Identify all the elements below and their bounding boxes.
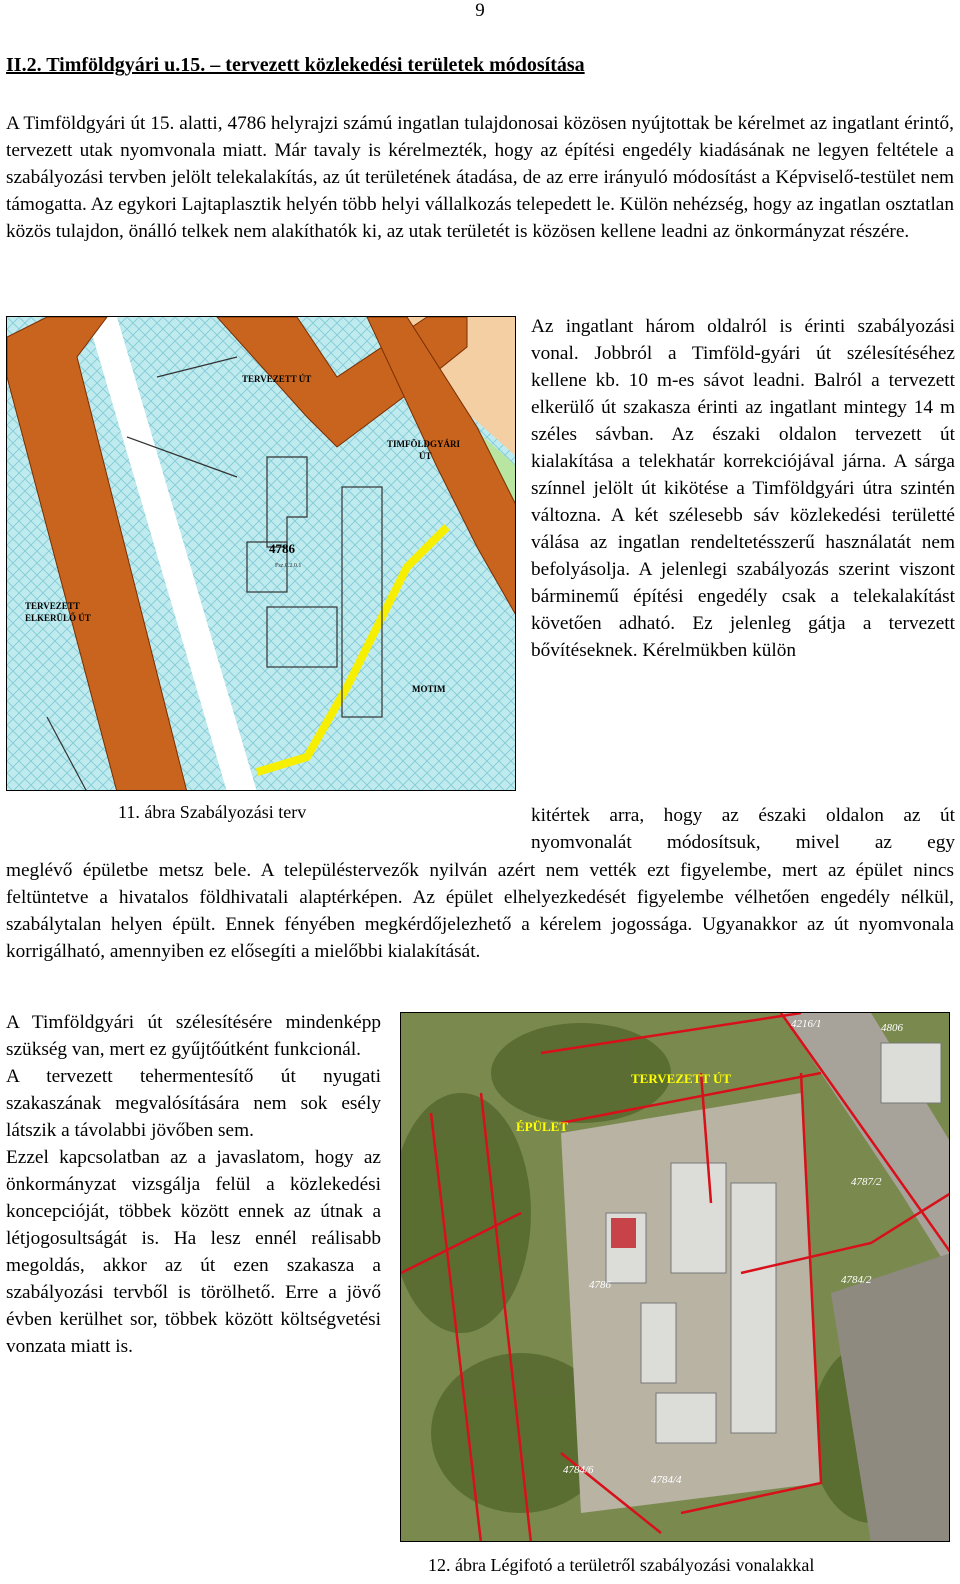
aerial-photo <box>400 1012 950 1542</box>
label-motim: MOTIM <box>412 684 446 694</box>
label-p3: 4784/2 <box>841 1274 872 1286</box>
paragraph-proposal <box>6 1009 381 1360</box>
regulation-plan-map <box>6 316 516 791</box>
paragraph-regulation: Az ingatlant három oldalról is érinti szabályozási vonal. Jobbról a Timföld-gyári út szélesítéséhez kellene kb. 10 m-es sávot leadni. Balról a tervezett elkerülő út szakasza érinti az ingatlant mintegy 14 m széles sávban. Az északi oldalon tervezett út kialakítása a telekhatár korrekciójával járna. A sárga színnel jelölt út kikötése a Timföldgyári útra szintén változna. A két szélesebb sáv közlekedési területté válása az ingatlan rendeltetésszerű használatát nem befolyásolja. A jelenlegi szabályozás szerint viszont bárminemű építési engedély csak a telekalakítást követően adható. Ez jelenleg gátja a tervezett bővítéseknek. Kérelmükben külön <box>531 316 955 661</box>
figure-12-caption: 12. ábra Légifotó a területről szabályozási vonalakkal <box>428 1555 815 1575</box>
proposal-line-1: A Timföldgyári út szélesítésére mindenképp szükség van, mert ez gyűjtőútként funkcionál. <box>6 1012 381 1060</box>
label-timfoldgyari-2: ÚT <box>419 451 432 461</box>
paragraph-intro: A Timföldgyári út 15. alatti, 4786 helyrajzi számú ingatlan tulajdonosai közösen nyújtottak be kérelmet az ingatlant érintő, tervezett utak nyomvonala miatt. Már tavaly is kérelmezték, hogy az építési engedély kiadásának ne legyen feltétele a szabályozási tervben jelölt telekalakítás, az út területének átadása, de az erre irányuló módosítást a Képviselő-testület nem támogatta. Az egykori Lajtaplasztik helyén több helyi vállalkozás telepedett le. Külön nehézség, hogy az ingatlan osztatlan közös tulajdon, önálló telkek nem alakíthatók ki, az utak területét is közösen kellene leadni az önkormányzat részére. <box>6 113 954 242</box>
label-parcel: 4786 <box>269 541 295 556</box>
proposal-line-2: A tervezett tehermentesítő út nyugati szakaszának megvalósítására nem sok esély látszik a távolabbi jövőben sem. <box>6 1066 381 1141</box>
proposal-line-3: Ezzel kapcsolatban az a javaslatom, hogy az önkormányzat vizsgálja felül a közlekedési koncepcióját, többek között ennek az útnak a létjogosultságát is. Ha lesz ennél reálisabb megoldás, akkor az út ezen szakasza a szabályozási tervből is törölhető. Erre a jövő évben kerülhet sor, többek között költségvetési vonzata miatt is. <box>6 1147 381 1357</box>
label-parcel-sub: Fsz.0.2.0.1 <box>275 563 302 569</box>
label-elkerulo-1: TERVEZETT <box>25 601 80 611</box>
label-p5: 4784/4 <box>651 1474 682 1486</box>
figure-11-caption: 11. ábra Szabályozási terv <box>118 802 307 822</box>
paragraph-regulation-continued: kitértek arra, hogy az északi oldalon az út nyomvonalát módosítsuk, mivel az egy <box>531 805 955 853</box>
section-heading: II.2. Timföldgyári u.15. – tervezett közlekedési területek módosítása <box>6 54 585 76</box>
label-elkerulo-2: ELKERÜLŐ ÚT <box>25 613 91 623</box>
label-tervezett-ut: TERVEZETT ÚT <box>242 374 312 384</box>
label-timfoldgyari-1: TIMFÖLDGYÁRI <box>387 439 461 449</box>
paragraph-building: meglévő épületbe metsz bele. A településtervezők nyilván azért nem vették ezt figyelembe, mert az épület nincs feltüntetve a hivatalos földhivatali alaptérképen. Az épület elhelyezkedését figyelembe vélhetően engedély nélkül, szabálytalan helyen épült. Ennek fényében megkérdőjelezhető a kérelem jogossága. Ugyanakkor az út nyomvonala korrigálható, amennyiben ez elősegíti a mielőbbi kialakítását. <box>6 860 954 962</box>
page-number: 9 <box>475 0 485 21</box>
label-p6: 4216/1 <box>791 1018 822 1030</box>
label-p1: 4787/2 <box>851 1176 882 1188</box>
label-p7: 4806 <box>881 1022 903 1034</box>
label-p2: 4786 <box>589 1279 611 1291</box>
label-aerial-tervezett-ut: TERVEZETT ÚT <box>631 1071 732 1086</box>
label-aerial-epulet: ÉPÜLET <box>516 1119 569 1134</box>
label-p4: 4784/6 <box>563 1464 594 1476</box>
